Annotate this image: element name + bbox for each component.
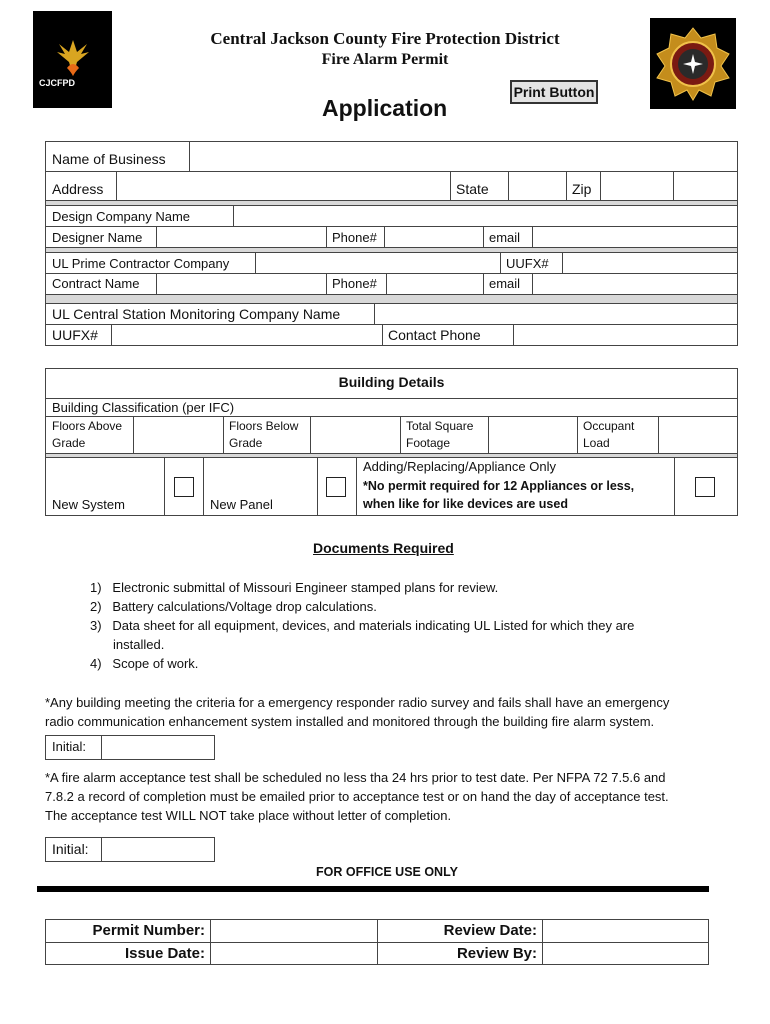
building-details-title: Building Details <box>338 374 445 390</box>
designer-phone-label: Phone# <box>332 230 377 245</box>
no-permit-note-line1: *No permit required for 12 Appliances or less, <box>363 479 635 493</box>
business-name-input[interactable] <box>190 142 737 171</box>
monitoring-uufx-label: UUFX# <box>52 327 98 343</box>
review-by-label: Review By: <box>456 945 537 962</box>
adding-replacing-label: Adding/Replacing/Appliance Only <box>363 459 556 474</box>
office-use-heading: FOR OFFICE USE ONLY <box>316 865 458 879</box>
org-name: Central Jackson County Fire Protection District <box>210 29 560 48</box>
contractor-email-label: email <box>489 276 521 291</box>
review-date-label: Review Date: <box>443 922 537 939</box>
permit-title: Fire Alarm Permit <box>321 51 449 68</box>
permit-number-label: Permit Number: <box>92 922 205 939</box>
radio-survey-note: *Any building meeting the criteria for a emergency responder radio survey and fails shall have an emergency radio communication enhancement system installed and monitored through the building fire alarm system. <box>45 695 670 729</box>
monitoring-company-input[interactable] <box>375 304 737 324</box>
contractor-company-input[interactable] <box>256 253 499 273</box>
new-system-label: New System <box>52 497 125 512</box>
new-panel-checkbox[interactable] <box>326 477 346 497</box>
design-company-label: Design Company Name <box>52 209 191 224</box>
contractor-company-label: UL Prime Contractor Company <box>52 256 230 271</box>
initial-label-1: Initial: <box>52 739 86 754</box>
no-permit-note-line2: when like for like devices are used <box>363 497 568 511</box>
contractor-email-input[interactable] <box>533 274 737 294</box>
print-button[interactable]: Print Button <box>510 80 598 104</box>
contractor-uufx-label: UUFX# <box>506 256 549 271</box>
building-classification-input[interactable] <box>245 399 735 415</box>
issue-date-label: Issue Date: <box>124 945 205 962</box>
floors-below-label: Floors Below Grade <box>229 419 299 450</box>
floors-below-input[interactable] <box>311 417 399 453</box>
occupant-load-label: Occupant Load <box>583 419 635 450</box>
contact-phone-label: Contact Phone <box>388 327 481 343</box>
designer-phone-input[interactable] <box>385 227 482 247</box>
designer-name-label: Designer Name <box>52 230 143 245</box>
contact-phone-input[interactable] <box>514 325 737 345</box>
permit-number-input[interactable] <box>211 920 376 942</box>
issue-date-input[interactable] <box>211 943 376 964</box>
building-classification-label: Building Classification (per IFC) <box>52 400 235 415</box>
contract-name-label: Contract Name <box>52 276 140 291</box>
floors-above-input[interactable] <box>134 417 222 453</box>
occupant-load-input[interactable] <box>659 417 737 453</box>
monitoring-company-label: UL Central Station Monitoring Company Name <box>52 306 341 322</box>
review-by-input[interactable] <box>543 943 708 964</box>
contractor-phone-label: Phone# <box>332 276 377 291</box>
design-company-input[interactable] <box>234 206 737 226</box>
list-item: 4) Scope of work. <box>90 656 199 671</box>
address-label: Address <box>52 181 104 197</box>
application-title: Application <box>322 95 448 121</box>
list-item: 2) Battery calculations/Voltage drop calculations. <box>90 599 377 614</box>
logo-left-code: CJCFPD <box>39 77 76 88</box>
zip-label: Zip <box>572 181 592 197</box>
state-label: State <box>456 181 489 197</box>
new-system-checkbox[interactable] <box>174 477 194 497</box>
appliance-only-checkbox[interactable] <box>695 477 715 497</box>
contractor-uufx-input[interactable] <box>563 253 737 273</box>
zip-input[interactable] <box>601 172 673 200</box>
total-square-footage-label: Total Square Footage <box>406 419 474 450</box>
acceptance-test-note: *A fire alarm acceptance test shall be scheduled no less tha 24 hrs prior to test date. Per NFPA 72 7.5.6 and 7.8.2 a record of completion must be emailed prior to acceptance test or on hand the day of acceptance test. The acceptance test WILL NOT take place without letter of completion. <box>45 770 669 823</box>
state-input[interactable] <box>509 172 565 200</box>
documents-required-heading: Documents Required <box>313 540 454 556</box>
business-name-label: Name of Business <box>52 151 166 167</box>
designer-name-input[interactable] <box>157 227 325 247</box>
list-item: 1) Electronic submittal of Missouri Engineer stamped plans for review. <box>90 580 499 595</box>
floors-above-label: Floors Above Grade <box>52 419 123 450</box>
monitoring-uufx-input[interactable] <box>112 325 381 345</box>
contract-name-input[interactable] <box>157 274 325 294</box>
designer-email-label: email <box>489 230 521 245</box>
total-square-footage-input[interactable] <box>489 417 576 453</box>
initial-label-2: Initial: <box>52 841 89 857</box>
list-item: 3) Data sheet for all equipment, devices, and materials indicating UL Listed for which they are <box>90 618 635 633</box>
designer-email-input[interactable] <box>533 227 737 247</box>
initial-input-2[interactable] <box>102 838 214 861</box>
contractor-phone-input[interactable] <box>387 274 482 294</box>
list-item: installed. <box>113 637 165 652</box>
office-divider <box>37 886 709 892</box>
address-input[interactable] <box>117 172 450 200</box>
initial-input-1[interactable] <box>102 736 214 759</box>
new-panel-label: New Panel <box>210 497 273 512</box>
review-date-input[interactable] <box>543 920 708 942</box>
